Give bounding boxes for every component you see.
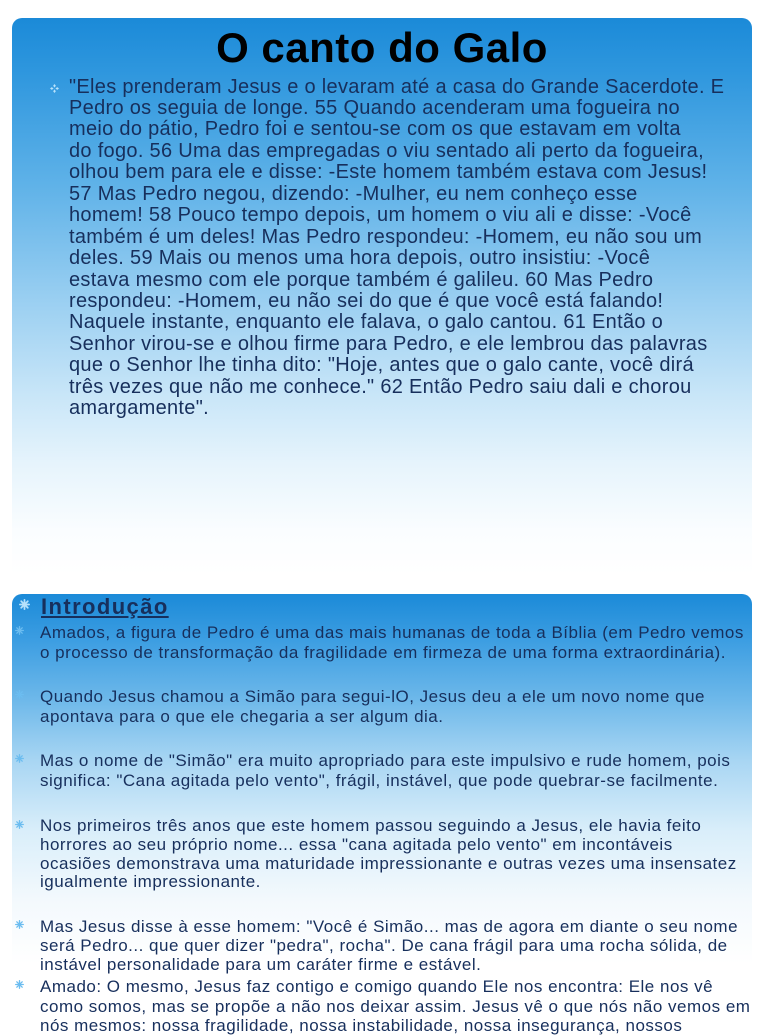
text-line: Mas Jesus disse à esse homem: "Você é Simão... mas de agora em diante o seu nome [40, 917, 739, 936]
text-line: olhou bem para ele e disse: -Este homem também estava com Jesus! [69, 161, 708, 184]
text-line: horrores ao seu próprio nome... essa "cana agitada pelo vento" em incontáveis [40, 834, 673, 854]
bullet-item [40, 817, 752, 892]
text-line: Naquele instante, enquanto ele falava, o galo cantou. 61 Então o [69, 311, 664, 334]
bullet-item [40, 687, 752, 727]
text-line: amargamente". [69, 397, 209, 420]
text-line: ocasiões demonstrava uma maturidade impressionante e outras vezes uma insensatez [40, 853, 737, 873]
text-line: será Pedro... que quer dizer "pedra", rocha". De cana frágil para uma rocha sólida, de [40, 936, 728, 955]
text-line: Amados, a figura de Pedro é uma das mais humanas de toda a Bíblia (em Pedro vemos [40, 622, 744, 642]
text-line: significa: "Cana agitada pelo vento", frágil, instável, que pode quebrar-se facilmente. [40, 770, 719, 790]
text-line: como somos, mas se propõe a não nos deixar assim. Jesus vê o que nós não vemos em [40, 996, 751, 1016]
slide-title: O canto do Galo [216, 24, 548, 71]
text-line: homem! 58 Pouco tempo depois, um homem o viu ali e disse: -Você [69, 204, 692, 227]
text-line: três vezes que não me conhece." 62 Então Pedro saiu dali e chorou [69, 375, 692, 398]
asterisk-bullet-icon [19, 599, 30, 610]
asterisk-bullet-icon [15, 690, 24, 699]
text-line: Mas o nome de "Simão" era muito apropriado para este impulsivo e rude homem, pois [40, 750, 731, 770]
text-line: Nos primeiros três anos que este homem passou seguindo a Jesus, ele havia feito [40, 816, 702, 835]
text-line: do fogo. 56 Uma das empregadas o viu sentado ali perto da fogueira, [69, 139, 704, 162]
slide-1 [12, 18, 752, 575]
section-heading: Introdução [41, 594, 169, 619]
bullet-item [40, 623, 752, 663]
asterisk-bullet-icon [15, 980, 24, 989]
slide-2 [12, 594, 752, 1035]
text-line: Amado: O mesmo, Jesus faz contigo e comigo quando Ele nos encontra: Ele nos vê [40, 977, 714, 996]
text-line: apontava para o que ele chegaria a ser algum dia. [40, 706, 444, 726]
text-line: Pedro os seguia de longe. 55 Quando acenderam uma fogueira no [69, 96, 680, 119]
bullet-item [40, 977, 752, 1035]
text-line: nós mesmos: nossa fragilidade, nossa instabilidade, nossa insegurança, nossos [40, 1016, 683, 1035]
text-line: "Eles prenderam Jesus e o levaram até a casa do Grande Sacerdote. E [69, 75, 725, 98]
text-line: o processo de transformação da fragilidade em firmeza de uma forma extraordinária). [40, 642, 726, 662]
bullet-item [40, 917, 752, 974]
bullet-item [40, 751, 752, 791]
text-line: também é um deles! Mas Pedro respondeu: -Homem, eu não sou um [69, 225, 703, 248]
text-line: estava mesmo com ele porque também é galileu. 60 Mas Pedro [69, 268, 654, 291]
text-line: instável personalidade para um caráter firme e estável. [40, 955, 482, 974]
asterisk-bullet-icon [15, 754, 24, 763]
text-line: Quando Jesus chamou a Simão para segui-lO, Jesus deu a ele um novo nome que [40, 686, 705, 706]
text-line: Senhor virou-se e olhou firme para Pedro, e ele lembrou das palavras [69, 332, 708, 355]
text-line: 57 Mas Pedro negou, dizendo: -Mulher, eu nem conheço esse [69, 182, 638, 205]
text-line: meio do pátio, Pedro foi e sentou-se com os que estavam em volta [69, 118, 681, 141]
diamond-bullet-icon [50, 84, 59, 93]
text-line: que o Senhor lhe tinha dito: "Hoje, antes que o galo cante, você dirá [69, 354, 694, 377]
text-line: respondeu: -Homem, eu não sei do que é que você está falando! [69, 290, 664, 313]
asterisk-bullet-icon [15, 626, 24, 635]
asterisk-bullet-icon [15, 820, 24, 829]
asterisk-bullet-icon [15, 920, 24, 929]
text-line: deles. 59 Mais ou menos uma hora depois, outro insistiu: -Você [69, 247, 651, 270]
quote-bullet-item [69, 77, 752, 420]
text-line: igualmente impressionante. [40, 872, 261, 892]
